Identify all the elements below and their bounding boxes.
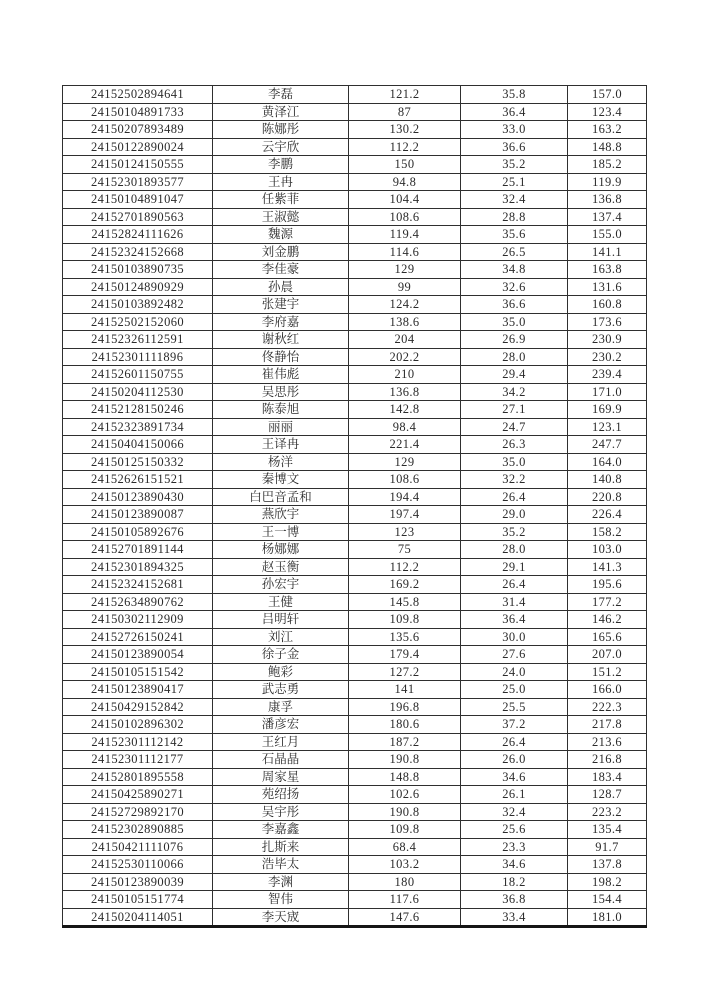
name-cell: 赵玉衡	[213, 558, 349, 576]
table-row	[63, 646, 647, 664]
table-row	[63, 541, 647, 559]
candidate-id-cell: 24152801895558	[63, 768, 213, 786]
score-1-cell: 148.8	[349, 768, 461, 786]
candidate-id-cell: 24152530110066	[63, 856, 213, 874]
table-row	[63, 296, 647, 314]
name-cell: 潘彦宏	[213, 716, 349, 734]
table-row	[63, 138, 647, 156]
candidate-id-cell: 24152701891144	[63, 541, 213, 559]
score-2-cell: 35.2	[461, 523, 568, 541]
table-row	[63, 593, 647, 611]
name-cell: 扎斯来	[213, 838, 349, 856]
name-cell: 李府嘉	[213, 313, 349, 331]
score-1-cell: 169.2	[349, 576, 461, 594]
candidate-id-cell: 24150421111076	[63, 838, 213, 856]
score-1-cell: 190.8	[349, 803, 461, 821]
name-cell: 王冉	[213, 173, 349, 191]
score-1-cell: 190.8	[349, 751, 461, 769]
score-2-cell: 34.2	[461, 383, 568, 401]
total-score-cell: 137.4	[568, 208, 647, 226]
name-cell: 王一博	[213, 523, 349, 541]
name-cell: 魏源	[213, 226, 349, 244]
score-2-cell: 26.4	[461, 733, 568, 751]
candidate-id-cell: 24150204112530	[63, 383, 213, 401]
total-score-cell: 198.2	[568, 873, 647, 891]
score-2-cell: 26.0	[461, 751, 568, 769]
score-2-cell: 37.2	[461, 716, 568, 734]
score-2-cell: 35.8	[461, 86, 568, 104]
name-cell: 刘江	[213, 628, 349, 646]
candidate-id-cell: 24150124890929	[63, 278, 213, 296]
total-score-cell: 119.9	[568, 173, 647, 191]
name-cell: 孙宏宇	[213, 576, 349, 594]
name-cell: 王红月	[213, 733, 349, 751]
score-2-cell: 28.8	[461, 208, 568, 226]
table-row	[63, 663, 647, 681]
candidate-id-cell: 24150103892482	[63, 296, 213, 314]
name-cell: 浩毕太	[213, 856, 349, 874]
table-row	[63, 856, 647, 874]
score-1-cell: 197.4	[349, 506, 461, 524]
score-1-cell: 180	[349, 873, 461, 891]
table-row	[63, 418, 647, 436]
candidate-id-cell: 24150123890087	[63, 506, 213, 524]
name-cell: 苑绍扬	[213, 786, 349, 804]
score-1-cell: 179.4	[349, 646, 461, 664]
total-score-cell: 195.6	[568, 576, 647, 594]
table-row	[63, 611, 647, 629]
candidate-id-cell: 24150302112909	[63, 611, 213, 629]
candidate-id-cell: 24150105892676	[63, 523, 213, 541]
table-row	[63, 243, 647, 261]
table-row	[63, 331, 647, 349]
total-score-cell: 183.4	[568, 768, 647, 786]
candidate-id-cell: 24152626151521	[63, 471, 213, 489]
table-row	[63, 156, 647, 174]
score-1-cell: 141	[349, 681, 461, 699]
score-2-cell: 32.4	[461, 191, 568, 209]
total-score-cell: 220.8	[568, 488, 647, 506]
score-1-cell: 147.6	[349, 908, 461, 927]
candidate-id-cell: 24152324152681	[63, 576, 213, 594]
table-row	[63, 401, 647, 419]
score-2-cell: 35.0	[461, 313, 568, 331]
name-cell: 李佳豪	[213, 261, 349, 279]
score-1-cell: 102.6	[349, 786, 461, 804]
name-cell: 王淑懿	[213, 208, 349, 226]
score-2-cell: 24.0	[461, 663, 568, 681]
score-2-cell: 26.3	[461, 436, 568, 454]
candidate-id-cell: 24152301112142	[63, 733, 213, 751]
candidate-id-cell: 24152502894641	[63, 86, 213, 104]
name-cell: 王译冉	[213, 436, 349, 454]
total-score-cell: 141.3	[568, 558, 647, 576]
score-2-cell: 36.8	[461, 891, 568, 909]
score-2-cell: 26.5	[461, 243, 568, 261]
score-1-cell: 194.4	[349, 488, 461, 506]
total-score-cell: 213.6	[568, 733, 647, 751]
table-row	[63, 191, 647, 209]
table-row	[63, 488, 647, 506]
candidate-id-cell: 24152302890885	[63, 821, 213, 839]
score-1-cell: 123	[349, 523, 461, 541]
score-2-cell: 32.6	[461, 278, 568, 296]
score-2-cell: 18.2	[461, 873, 568, 891]
total-score-cell: 154.4	[568, 891, 647, 909]
name-cell: 康孚	[213, 698, 349, 716]
total-score-cell: 163.2	[568, 121, 647, 139]
total-score-cell: 158.2	[568, 523, 647, 541]
candidate-id-cell: 24150123890039	[63, 873, 213, 891]
name-cell: 张建宇	[213, 296, 349, 314]
table-row	[63, 558, 647, 576]
score-2-cell: 32.4	[461, 803, 568, 821]
candidate-id-cell: 24152128150246	[63, 401, 213, 419]
score-1-cell: 108.6	[349, 471, 461, 489]
table-row	[63, 681, 647, 699]
score-2-cell: 29.1	[461, 558, 568, 576]
total-score-cell: 123.4	[568, 103, 647, 121]
candidate-id-cell: 24150124150555	[63, 156, 213, 174]
candidate-id-cell: 24150123890054	[63, 646, 213, 664]
table-row	[63, 891, 647, 909]
table-row	[63, 453, 647, 471]
candidate-id-cell: 24152634890762	[63, 593, 213, 611]
total-score-cell: 151.2	[568, 663, 647, 681]
candidate-id-cell: 24150125150332	[63, 453, 213, 471]
score-1-cell: 130.2	[349, 121, 461, 139]
total-score-cell: 185.2	[568, 156, 647, 174]
candidate-id-cell: 24150104891733	[63, 103, 213, 121]
name-cell: 秦博文	[213, 471, 349, 489]
table-row	[63, 383, 647, 401]
table-row	[63, 208, 647, 226]
candidate-id-cell: 24152502152060	[63, 313, 213, 331]
score-2-cell: 26.9	[461, 331, 568, 349]
name-cell: 李渊	[213, 873, 349, 891]
total-score-cell: 141.1	[568, 243, 647, 261]
total-score-cell: 136.8	[568, 191, 647, 209]
total-score-cell: 207.0	[568, 646, 647, 664]
name-cell: 王健	[213, 593, 349, 611]
name-cell: 丽丽	[213, 418, 349, 436]
name-cell: 杨洋	[213, 453, 349, 471]
score-1-cell: 150	[349, 156, 461, 174]
name-cell: 陈娜彤	[213, 121, 349, 139]
table-row	[63, 506, 647, 524]
table-row	[63, 873, 647, 891]
score-1-cell: 119.4	[349, 226, 461, 244]
total-score-cell: 222.3	[568, 698, 647, 716]
table-row	[63, 698, 647, 716]
name-cell: 李天宬	[213, 908, 349, 927]
total-score-cell: 131.6	[568, 278, 647, 296]
score-1-cell: 99	[349, 278, 461, 296]
table-row	[63, 366, 647, 384]
candidate-id-cell: 24150103890735	[63, 261, 213, 279]
score-1-cell: 112.2	[349, 558, 461, 576]
table-row	[63, 226, 647, 244]
table-row	[63, 121, 647, 139]
name-cell: 吴思彤	[213, 383, 349, 401]
score-1-cell: 124.2	[349, 296, 461, 314]
total-score-cell: 217.8	[568, 716, 647, 734]
score-1-cell: 109.8	[349, 821, 461, 839]
score-2-cell: 35.0	[461, 453, 568, 471]
score-1-cell: 108.6	[349, 208, 461, 226]
total-score-cell: 171.0	[568, 383, 647, 401]
candidate-id-cell: 24152729892170	[63, 803, 213, 821]
score-1-cell: 103.2	[349, 856, 461, 874]
total-score-cell: 148.8	[568, 138, 647, 156]
score-1-cell: 87	[349, 103, 461, 121]
candidate-id-cell: 24150207893489	[63, 121, 213, 139]
name-cell: 周家星	[213, 768, 349, 786]
total-score-cell: 128.7	[568, 786, 647, 804]
score-2-cell: 33.0	[461, 121, 568, 139]
score-2-cell: 26.4	[461, 576, 568, 594]
candidate-id-cell: 24152301894325	[63, 558, 213, 576]
table-row	[63, 86, 647, 104]
table-row	[63, 628, 647, 646]
total-score-cell: 91.7	[568, 838, 647, 856]
score-2-cell: 34.6	[461, 856, 568, 874]
table-row	[63, 103, 647, 121]
score-1-cell: 68.4	[349, 838, 461, 856]
total-score-cell: 226.4	[568, 506, 647, 524]
table-row	[63, 348, 647, 366]
score-1-cell: 114.6	[349, 243, 461, 261]
candidate-id-cell: 24150104891047	[63, 191, 213, 209]
total-score-cell: 181.0	[568, 908, 647, 927]
candidate-id-cell: 24152326112591	[63, 331, 213, 349]
name-cell: 燕欣宇	[213, 506, 349, 524]
table-row	[63, 733, 647, 751]
total-score-cell: 177.2	[568, 593, 647, 611]
score-1-cell: 75	[349, 541, 461, 559]
candidate-id-cell: 24152324152668	[63, 243, 213, 261]
table-row	[63, 523, 647, 541]
score-2-cell: 29.4	[461, 366, 568, 384]
table-row	[63, 821, 647, 839]
score-table-body	[63, 86, 647, 927]
table-row	[63, 173, 647, 191]
name-cell: 杨娜娜	[213, 541, 349, 559]
total-score-cell: 123.1	[568, 418, 647, 436]
name-cell: 徐子金	[213, 646, 349, 664]
score-2-cell: 29.0	[461, 506, 568, 524]
name-cell: 云宇欣	[213, 138, 349, 156]
score-2-cell: 30.0	[461, 628, 568, 646]
total-score-cell: 247.7	[568, 436, 647, 454]
score-2-cell: 35.2	[461, 156, 568, 174]
table-row	[63, 716, 647, 734]
name-cell: 白巴音孟和	[213, 488, 349, 506]
table-row	[63, 471, 647, 489]
total-score-cell: 223.2	[568, 803, 647, 821]
table-row	[63, 751, 647, 769]
score-2-cell: 26.1	[461, 786, 568, 804]
score-2-cell: 32.2	[461, 471, 568, 489]
name-cell: 吴宇彤	[213, 803, 349, 821]
name-cell: 黄泽江	[213, 103, 349, 121]
total-score-cell: 216.8	[568, 751, 647, 769]
name-cell: 任紫菲	[213, 191, 349, 209]
score-table	[62, 85, 647, 928]
name-cell: 鲍彩	[213, 663, 349, 681]
candidate-id-cell: 24150429152842	[63, 698, 213, 716]
score-2-cell: 26.4	[461, 488, 568, 506]
table-row	[63, 838, 647, 856]
score-1-cell: 109.8	[349, 611, 461, 629]
candidate-id-cell: 24150123890417	[63, 681, 213, 699]
score-2-cell: 25.1	[461, 173, 568, 191]
score-1-cell: 180.6	[349, 716, 461, 734]
candidate-id-cell: 24150425890271	[63, 786, 213, 804]
table-row	[63, 803, 647, 821]
candidate-id-cell: 24152701890563	[63, 208, 213, 226]
candidate-id-cell: 24150105151542	[63, 663, 213, 681]
total-score-cell: 169.9	[568, 401, 647, 419]
score-1-cell: 145.8	[349, 593, 461, 611]
total-score-cell: 135.4	[568, 821, 647, 839]
score-2-cell: 34.8	[461, 261, 568, 279]
name-cell: 佟静怡	[213, 348, 349, 366]
candidate-id-cell: 24152601150755	[63, 366, 213, 384]
table-row	[63, 786, 647, 804]
candidate-id-cell: 24152301893577	[63, 173, 213, 191]
score-1-cell: 196.8	[349, 698, 461, 716]
total-score-cell: 140.8	[568, 471, 647, 489]
score-2-cell: 35.6	[461, 226, 568, 244]
score-2-cell: 31.4	[461, 593, 568, 611]
score-2-cell: 33.4	[461, 908, 568, 927]
score-1-cell: 129	[349, 453, 461, 471]
table-row	[63, 313, 647, 331]
score-1-cell: 121.2	[349, 86, 461, 104]
candidate-id-cell: 24152301112177	[63, 751, 213, 769]
candidate-id-cell: 24152301111896	[63, 348, 213, 366]
name-cell: 谢秋红	[213, 331, 349, 349]
score-1-cell: 117.6	[349, 891, 461, 909]
candidate-id-cell: 24150123890430	[63, 488, 213, 506]
score-1-cell: 142.8	[349, 401, 461, 419]
table-row	[63, 576, 647, 594]
total-score-cell: 103.0	[568, 541, 647, 559]
table-row	[63, 261, 647, 279]
name-cell: 石晶晶	[213, 751, 349, 769]
candidate-id-cell: 24150204114051	[63, 908, 213, 927]
name-cell: 武志勇	[213, 681, 349, 699]
score-2-cell: 25.6	[461, 821, 568, 839]
total-score-cell: 230.9	[568, 331, 647, 349]
score-2-cell: 24.7	[461, 418, 568, 436]
total-score-cell: 173.6	[568, 313, 647, 331]
score-1-cell: 104.4	[349, 191, 461, 209]
name-cell: 刘金鹏	[213, 243, 349, 261]
candidate-id-cell: 24152726150241	[63, 628, 213, 646]
name-cell: 智伟	[213, 891, 349, 909]
score-1-cell: 135.6	[349, 628, 461, 646]
name-cell: 陈泰旭	[213, 401, 349, 419]
total-score-cell: 239.4	[568, 366, 647, 384]
total-score-cell: 146.2	[568, 611, 647, 629]
candidate-id-cell: 24152323891734	[63, 418, 213, 436]
score-1-cell: 210	[349, 366, 461, 384]
table-row	[63, 768, 647, 786]
name-cell: 李磊	[213, 86, 349, 104]
total-score-cell: 164.0	[568, 453, 647, 471]
score-1-cell: 221.4	[349, 436, 461, 454]
name-cell: 孙晨	[213, 278, 349, 296]
score-2-cell: 23.3	[461, 838, 568, 856]
table-row	[63, 908, 647, 927]
score-1-cell: 127.2	[349, 663, 461, 681]
total-score-cell: 160.8	[568, 296, 647, 314]
candidate-id-cell: 24150105151774	[63, 891, 213, 909]
candidate-id-cell: 24152824111626	[63, 226, 213, 244]
score-2-cell: 25.5	[461, 698, 568, 716]
name-cell: 吕明轩	[213, 611, 349, 629]
score-2-cell: 27.1	[461, 401, 568, 419]
name-cell: 李嘉鑫	[213, 821, 349, 839]
candidate-id-cell: 24150404150066	[63, 436, 213, 454]
score-2-cell: 36.6	[461, 296, 568, 314]
total-score-cell: 165.6	[568, 628, 647, 646]
score-2-cell: 36.6	[461, 138, 568, 156]
total-score-cell: 155.0	[568, 226, 647, 244]
score-2-cell: 28.0	[461, 348, 568, 366]
candidate-id-cell: 24150122890024	[63, 138, 213, 156]
name-cell: 崔伟彪	[213, 366, 349, 384]
score-1-cell: 94.8	[349, 173, 461, 191]
score-2-cell: 28.0	[461, 541, 568, 559]
score-1-cell: 204	[349, 331, 461, 349]
score-1-cell: 112.2	[349, 138, 461, 156]
score-1-cell: 129	[349, 261, 461, 279]
score-2-cell: 36.4	[461, 103, 568, 121]
total-score-cell: 137.8	[568, 856, 647, 874]
score-1-cell: 202.2	[349, 348, 461, 366]
score-1-cell: 187.2	[349, 733, 461, 751]
table-row	[63, 278, 647, 296]
total-score-cell: 163.8	[568, 261, 647, 279]
score-2-cell: 36.4	[461, 611, 568, 629]
score-1-cell: 98.4	[349, 418, 461, 436]
score-2-cell: 34.6	[461, 768, 568, 786]
candidate-id-cell: 24150102896302	[63, 716, 213, 734]
score-2-cell: 27.6	[461, 646, 568, 664]
total-score-cell: 157.0	[568, 86, 647, 104]
score-2-cell: 25.0	[461, 681, 568, 699]
total-score-cell: 230.2	[568, 348, 647, 366]
score-1-cell: 136.8	[349, 383, 461, 401]
table-row	[63, 436, 647, 454]
score-1-cell: 138.6	[349, 313, 461, 331]
total-score-cell: 166.0	[568, 681, 647, 699]
name-cell: 李鹏	[213, 156, 349, 174]
